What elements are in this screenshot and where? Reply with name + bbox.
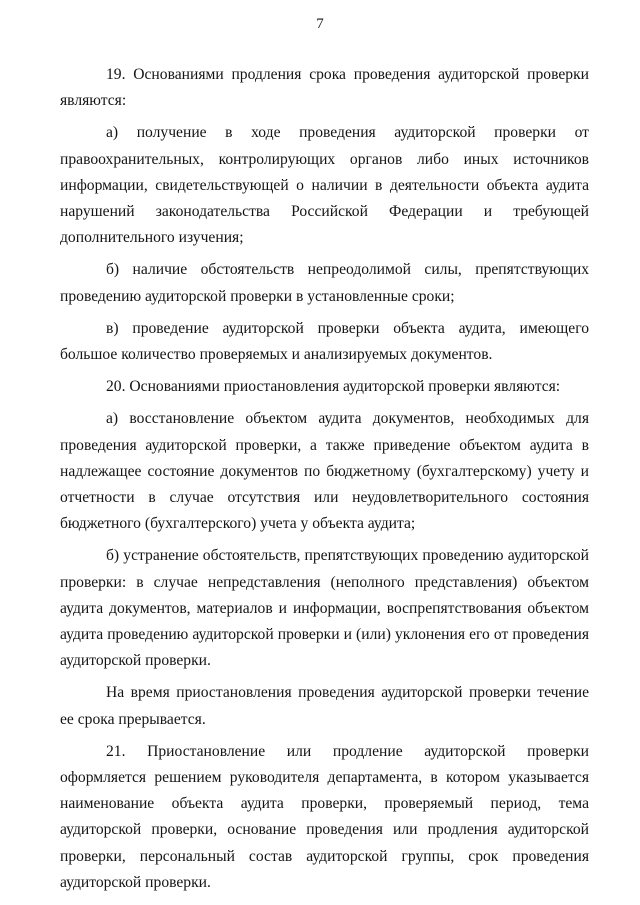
paragraph-19-a: а) получение в ходе проведения аудиторской проверки от правоохранительных, контролирующих органов либо иных источников информации, свидетельствующей о наличии в деятельности объекта аудита нарушений законодательства Российской Федерации и требующей дополнительного изучения;: [60, 124, 589, 247]
paragraph-19-b: б) наличие обстоятельств непреодолимой силы, препятствующих проведению аудиторской проверки в установленные сроки;: [60, 261, 589, 305]
paragraph-19: 19. Основаниями продления срока проведения аудиторской проверки являются:: [60, 66, 589, 110]
document-body: [60, 62, 589, 902]
paragraph-20-a: а) восстановление объектом аудита документов, необходимых для проведения аудиторской проверки, а также приведение объектом аудита в надлежащее состояние документов по бюджетному (бухгалтерскому) учету и отчетности в случае отсутствия или неудовлетворительного состояния бюджетного (бухгалтерского) учета у объекта аудита;: [60, 410, 589, 533]
page-number: 7: [316, 16, 324, 32]
paragraph-20-b: б) устранение обстоятельств, препятствующих проведению аудиторской проверки: в случае непредставления (неполного представления) объектом аудита документов, материалов и информации, воспрепятствования объектом аудита проведению аудиторской проверки и (или) уклонения его от проведения аудиторской проверки.: [60, 547, 589, 670]
paragraph-21: 21. Приостановление или продление аудиторской проверки оформляется решением руководителя департамента, в котором указывается наименование объекта аудита проверки, проверяемый период, тема аудиторской проверки, основание проведения или продления аудиторской проверки, персональный состав аудиторской группы, срок проведения аудиторской проверки.: [60, 742, 589, 891]
paragraph-20-note: На время приостановления проведения аудиторской проверки течение ее срока прерывается.: [60, 684, 589, 728]
paragraph-20: 20. Основаниями приостановления аудиторской проверки являются:: [106, 378, 561, 396]
paragraph-19-c: в) проведение аудиторской проверки объекта аудита, имеющего большое количество проверяемых и анализируемых документов.: [60, 319, 589, 364]
